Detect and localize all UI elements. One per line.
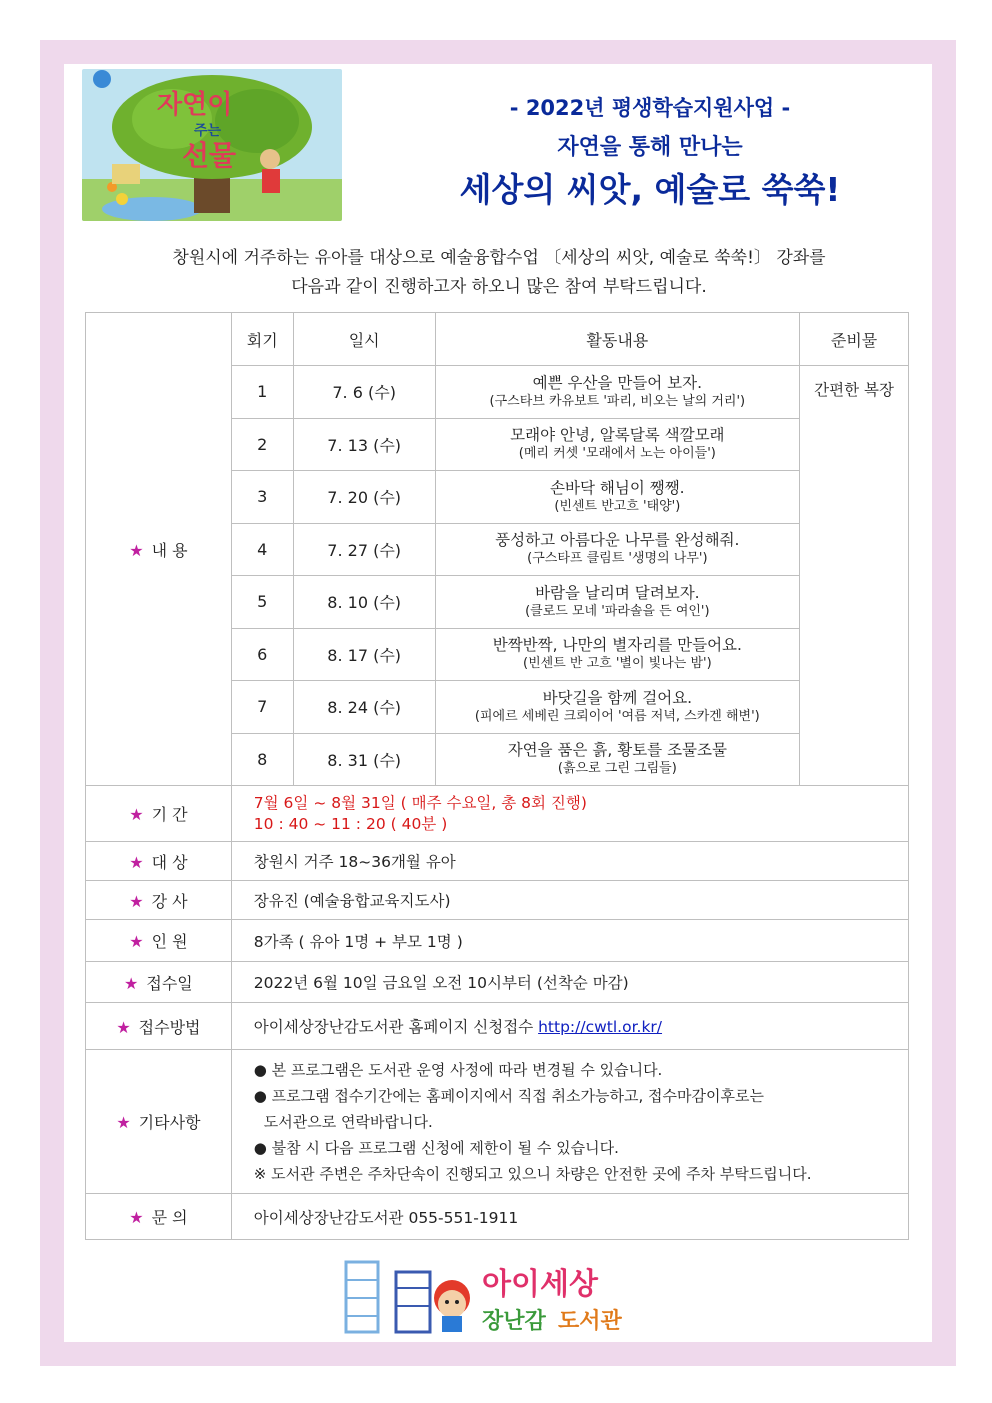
star-icon: ★ — [129, 540, 144, 560]
library-logo — [344, 1258, 644, 1336]
label-period: ★ 기 간 — [86, 786, 232, 842]
label-target: ★ 대 상 — [86, 842, 232, 881]
star-icon: ★ — [129, 932, 144, 951]
label-instructor: ★ 강 사 — [86, 881, 232, 920]
activity-title: 바람을 날리며 달려보자. — [535, 583, 700, 602]
session-no: 8 — [231, 733, 293, 786]
program-line2: 자연을 통해 만나는 — [557, 135, 743, 160]
activity-title: 손바닥 해님이 쨍쨍. — [550, 478, 685, 497]
period-dates: 7월 6일 ~ 8월 31일 ( 매주 수요일, 총 8회 진행) — [253, 793, 587, 812]
instructor-value: 장유진 (예술융합교육지도사) — [231, 881, 908, 920]
star-icon: ★ — [116, 1113, 131, 1132]
star-icon: ★ — [129, 852, 144, 872]
label-inquiry: ★ 문 의 — [86, 1194, 232, 1240]
session-no: 2 — [231, 418, 293, 471]
col-header-session: 회기 — [231, 313, 293, 366]
session-date: 8. 31 (수) — [293, 733, 435, 786]
session-date: 7. 6 (수) — [293, 366, 435, 419]
activity-title: 모래야 안녕, 알록달록 색깔모래 — [510, 426, 725, 445]
capacity-value: 8가족 ( 유아 1명 + 부모 1명 ) — [231, 920, 908, 962]
activity-artwork: (구스타브 카유보트 '파리, 비오는 날의 거리') — [489, 393, 746, 409]
activity-artwork: (메리 커셋 '모래에서 노는 아이들') — [518, 446, 716, 462]
note-2a: ● 프로그램 접수기간에는 홈페이지에서 직접 취소가능하고, 접수마감이후로는 — [253, 1086, 764, 1105]
star-icon: ★ — [129, 891, 144, 911]
supplies-value: 간편한 복장 — [800, 366, 909, 786]
period-time: 10 : 40 ~ 11 : 20 ( 40분 ) — [253, 814, 448, 833]
note-3: ● 불참 시 다음 프로그램 신청에 제한이 될 수 있습니다. — [253, 1138, 619, 1157]
activity-artwork: (클로드 모네 '파라솔을 든 여인') — [525, 603, 710, 619]
book-title-a: 자연이 — [157, 90, 233, 120]
activity-title: 예쁜 우산을 만들어 보자. — [532, 373, 703, 392]
star-icon: ★ — [129, 805, 144, 824]
activity-title: 자연을 품은 흙, 황토를 조물조물 — [507, 741, 727, 760]
session-date: 7. 13 (수) — [293, 418, 435, 471]
program-title: 세상의 씨앗, 예술로 쑥쑥! — [459, 170, 841, 209]
intro-line1: 창원시에 거주하는 유아를 대상으로 예술융합수업 〔세상의 씨앗, 예술로 쑥쑥!〕 강좌를 — [172, 248, 826, 268]
note-4: ※ 도서관 주변은 주차단속이 진행되고 있으니 차량은 안전한 곳에 주차 부탁드립니다. — [253, 1164, 812, 1183]
session-no: 5 — [231, 576, 293, 629]
star-icon: ★ — [116, 1017, 131, 1037]
activity-artwork: (피에르 세베린 크뢰이어 '여름 저녁, 스카겐 해변') — [474, 708, 760, 724]
program-subtitle: - 2022년 평생학습지원사업 - — [509, 96, 791, 120]
note-2b: 도서관으로 연락바랍니다. — [263, 1112, 433, 1131]
book-title-c: 선물 — [182, 139, 237, 172]
book-cover-image — [82, 69, 342, 221]
activity-title: 풍성하고 아름다운 나무를 완성해줘. — [495, 531, 740, 550]
reception-method-text: 아이세상장난감도서관 홈페이지 신청접수 — [253, 1018, 539, 1036]
label-content: ★ 내 용 — [86, 313, 232, 786]
target-value: 창원시 거주 18~36개월 유아 — [231, 842, 908, 881]
session-no: 4 — [231, 523, 293, 576]
logo-top-text: 아이세상 — [482, 1267, 598, 1302]
label-reception-method: ★ 접수방법 — [86, 1003, 232, 1050]
activity-title: 반짝반짝, 나만의 별자리를 만들어요. — [492, 636, 742, 655]
logo-bottom-a: 장난감 — [482, 1309, 546, 1334]
activity-artwork: (구스타프 클림트 '생명의 나무') — [527, 551, 708, 567]
session-no: 6 — [231, 628, 293, 681]
session-date: 8. 24 (수) — [293, 681, 435, 734]
col-header-supplies: 준비물 — [800, 313, 909, 366]
info-table — [85, 312, 909, 1240]
activity-title: 바닷길을 함께 걸어요. — [542, 688, 693, 707]
session-no: 7 — [231, 681, 293, 734]
session-date: 7. 20 (수) — [293, 471, 435, 524]
star-icon: ★ — [129, 1208, 144, 1227]
session-date: 7. 27 (수) — [293, 523, 435, 576]
note-1: ● 본 프로그램은 도서관 운영 사정에 따라 변경될 수 있습니다. — [253, 1060, 663, 1079]
book-title-b: 주는 — [194, 123, 222, 139]
homepage-link[interactable]: http://cwtl.or.kr/ — [538, 1018, 663, 1036]
activity-artwork: (흙으로 그린 그림들) — [557, 761, 677, 777]
activity-artwork: (빈센트 반고흐 '태양') — [554, 498, 681, 514]
star-icon: ★ — [124, 973, 139, 993]
logo-bottom-b: 도서관 — [558, 1309, 622, 1334]
label-capacity: ★ 인 원 — [86, 920, 232, 962]
session-no: 1 — [231, 366, 293, 419]
activity-artwork: (빈센트 반 고흐 '별이 빛나는 밤') — [523, 656, 712, 672]
label-reception-date: ★ 접수일 — [86, 962, 232, 1003]
col-header-date: 일시 — [293, 313, 435, 366]
inquiry-value: 아이세상장난감도서관 055-551-1911 — [231, 1194, 908, 1240]
intro-line2: 다음과 같이 진행하고자 하오니 많은 참여 부탁드립니다. — [291, 277, 707, 297]
session-date: 8. 17 (수) — [293, 628, 435, 681]
session-date: 8. 10 (수) — [293, 576, 435, 629]
session-no: 3 — [231, 471, 293, 524]
label-etc: ★ 기타사항 — [86, 1050, 232, 1194]
reception-date-value: 2022년 6월 10일 금요일 오전 10시부터 (선착순 마감) — [231, 962, 908, 1003]
col-header-activity: 활동내용 — [435, 313, 800, 366]
